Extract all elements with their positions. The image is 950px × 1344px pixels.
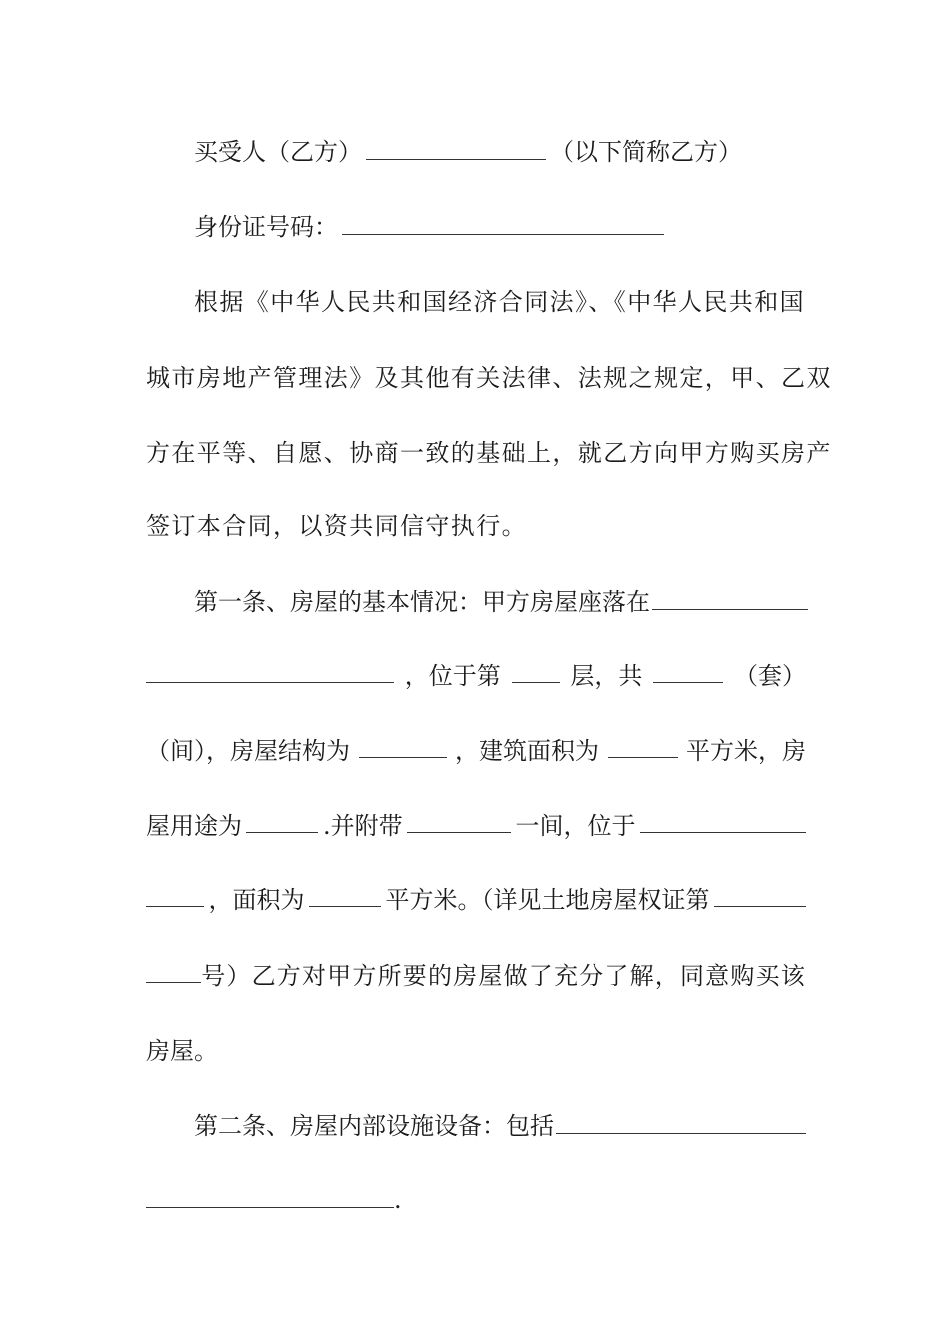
article2-heading: 第二条、房屋内部设施设备：包括 [194, 1112, 554, 1140]
article2-end: . [394, 1186, 402, 1214]
location-blank-1[interactable] [652, 583, 808, 610]
article1-heading: 第一条、房屋的基本情况：甲方房屋座落在 [194, 588, 650, 616]
article1-line-2 [146, 656, 806, 696]
floor-blank[interactable] [512, 656, 560, 683]
article1-line-3 [146, 731, 806, 771]
buyer-line [194, 132, 806, 172]
article1-line-5 [146, 880, 806, 920]
area-prefix: ，建筑面积为 [455, 737, 599, 765]
usage-prefix: 屋用途为 [146, 812, 242, 840]
buyer-name-blank[interactable] [366, 133, 546, 160]
certificate-suffix: 号）乙方对甲方所要的房屋做了充分了解，同意购买该 [201, 962, 806, 990]
buyer-label: 买受人（乙方） [194, 138, 362, 166]
id-number-blank[interactable] [342, 208, 664, 235]
preamble-line-4: 签订本合同，以资共同信守执行。 [146, 512, 527, 540]
certificate-blank-2[interactable] [146, 956, 201, 983]
article1-line-1 [194, 582, 806, 622]
area-suffix: 平方米，房 [686, 737, 806, 765]
location-blank-2[interactable] [146, 656, 394, 683]
article1-line-6 [146, 956, 806, 996]
units-blank[interactable] [653, 656, 723, 683]
attached-location-blank[interactable] [640, 806, 806, 833]
facilities-blank-2[interactable] [146, 1181, 394, 1208]
id-label: 身份证号码： [194, 213, 338, 241]
attached-blank[interactable] [407, 806, 511, 833]
article2-line-1 [194, 1106, 806, 1146]
facilities-blank-1[interactable] [556, 1107, 806, 1134]
usage-blank[interactable] [246, 806, 318, 833]
id-line [194, 207, 806, 247]
article1-line-7: 房屋。 [146, 1037, 218, 1065]
area-blank[interactable] [608, 731, 678, 758]
attached-location-blank-2[interactable] [146, 880, 204, 907]
article2-line-2 [146, 1180, 806, 1220]
structure-prefix: （间），房屋结构为 [146, 737, 350, 765]
certificate-blank-1[interactable] [714, 880, 806, 907]
unit-label: （套） [733, 662, 806, 690]
floor-suffix: 层，共 [570, 662, 643, 690]
attached-area-blank[interactable] [309, 880, 381, 907]
certificate-prefix: 平方米。（详见土地房屋权证第 [385, 886, 710, 914]
preamble-line-2: 城市房地产管理法》及其他有关法律、法规之规定，甲、乙双 [146, 364, 832, 392]
attached-area-prefix: ，面积为 [208, 886, 305, 914]
buyer-suffix: （以下简称乙方） [550, 138, 742, 166]
article1-line-4 [146, 806, 806, 846]
floor-prefix: ，位于第 [404, 662, 501, 690]
preamble-line-1: 根据《中华人民共和国经济合同法》、《中华人民共和国 [194, 288, 805, 316]
preamble-line-3: 方在平等、自愿、协商一致的基础上，就乙方向甲方购买房产 [146, 439, 832, 467]
attached-prefix: .并附带 [322, 812, 403, 840]
attached-location-prefix: 一间，位于 [515, 812, 636, 840]
structure-blank[interactable] [359, 731, 447, 758]
